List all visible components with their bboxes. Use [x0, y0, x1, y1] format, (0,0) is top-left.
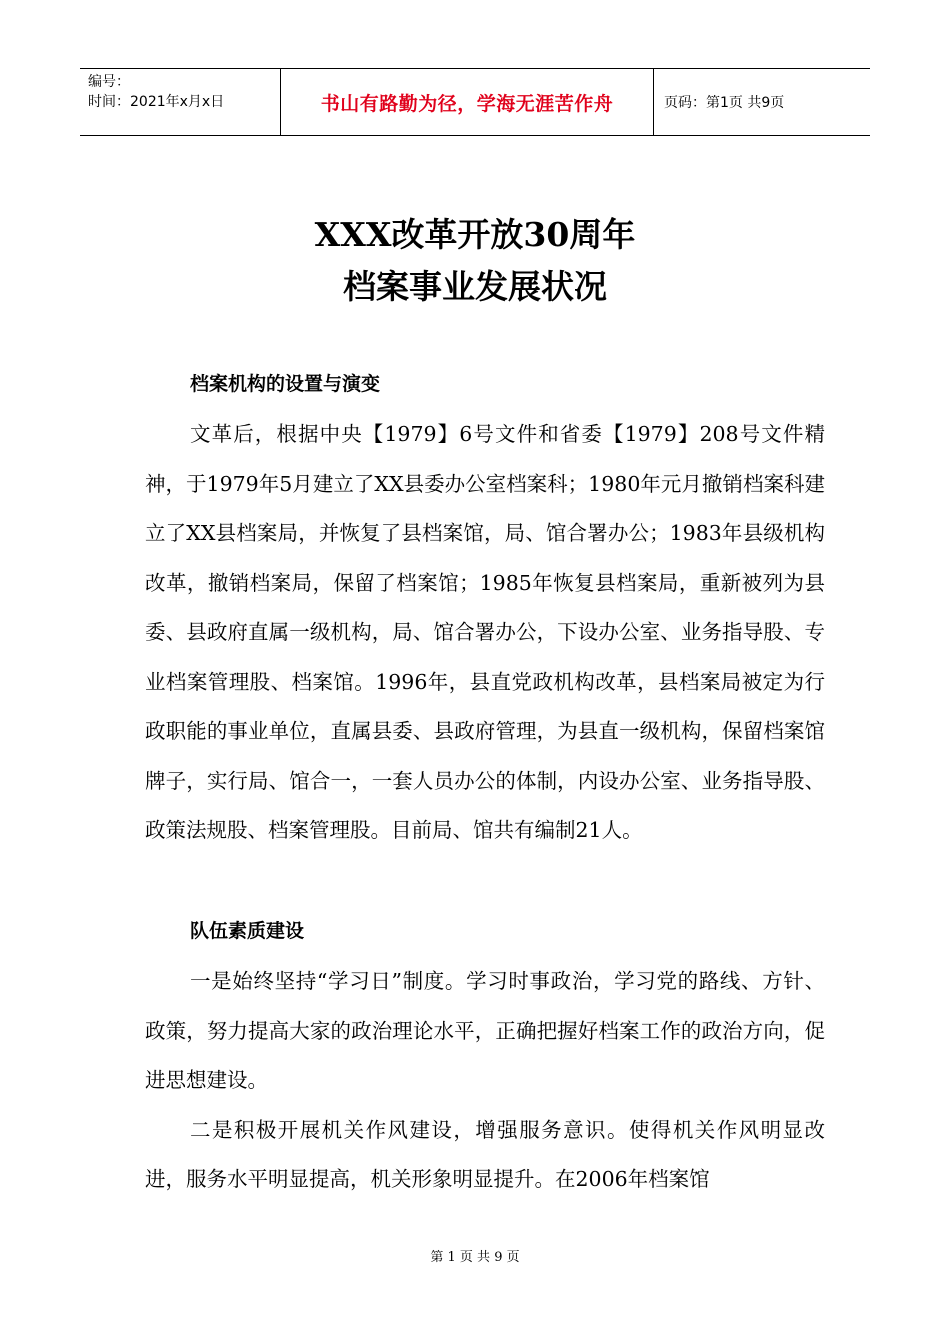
page-footer: 第 1 页 共 9 页: [430, 1250, 520, 1265]
section-heading-organization: 档案机构的设置与演变: [190, 373, 381, 395]
document-header: [80, 68, 870, 136]
document-title-line2: 档案事业发展状况: [343, 267, 607, 306]
paragraph: 文革后，根据中央【1979】6号文件和省委【1979】208号文件精神，于1979年5月建立了XX县委办公室档案科；1980年元月撤销档案科建立了XX县档案局，并恢复了县档案馆，局、馆合署办公；1983年县级机构改革，撤销档案局，保留了档案馆；1985年恢复县档案局，重新被列为县委、县政府直属一级机构，局、馆合署办公，下设办公室、业务指导股、专业档案管理股、档案馆。1996年，县直党政机构改革，县档案局被定为行政职能的事业单位，直属县委、县政府管理，为县直一级机构，保留档案馆牌子，实行局、馆合一，一套人员办公的体制，内设办公室、业务指导股、政策法规股、档案管理股。目前局、馆共有编制21人。: [145, 422, 825, 842]
paragraph: 一是始终坚持“学习日”制度。学习时事政治，学习党的路线、方针、政策，努力提高大家的政治理论水平，正确把握好档案工作的政治方向，促进思想建设。: [145, 969, 825, 1092]
header-meta: [80, 69, 281, 135]
header-page-info: 页码：第1页 共9页: [664, 95, 785, 111]
header-code-label: 编号：: [88, 74, 130, 90]
paragraph: 二是积极开展机关作风建设，增强服务意识。使得机关作风明显改进，服务水平明显提高，机关形象明显提升。在2006年档案馆: [145, 1117, 825, 1191]
section-body-team: [145, 957, 825, 1205]
header-motto: 书山有路勤为径，学海无涯苦作舟: [281, 69, 654, 135]
section-body-organization: [145, 410, 825, 856]
document-title-line1: XXX改革开放30周年: [314, 215, 636, 254]
section-heading-team: 队伍素质建设: [190, 920, 305, 942]
header-time-label: 时间：2021年x月x日: [88, 94, 225, 110]
